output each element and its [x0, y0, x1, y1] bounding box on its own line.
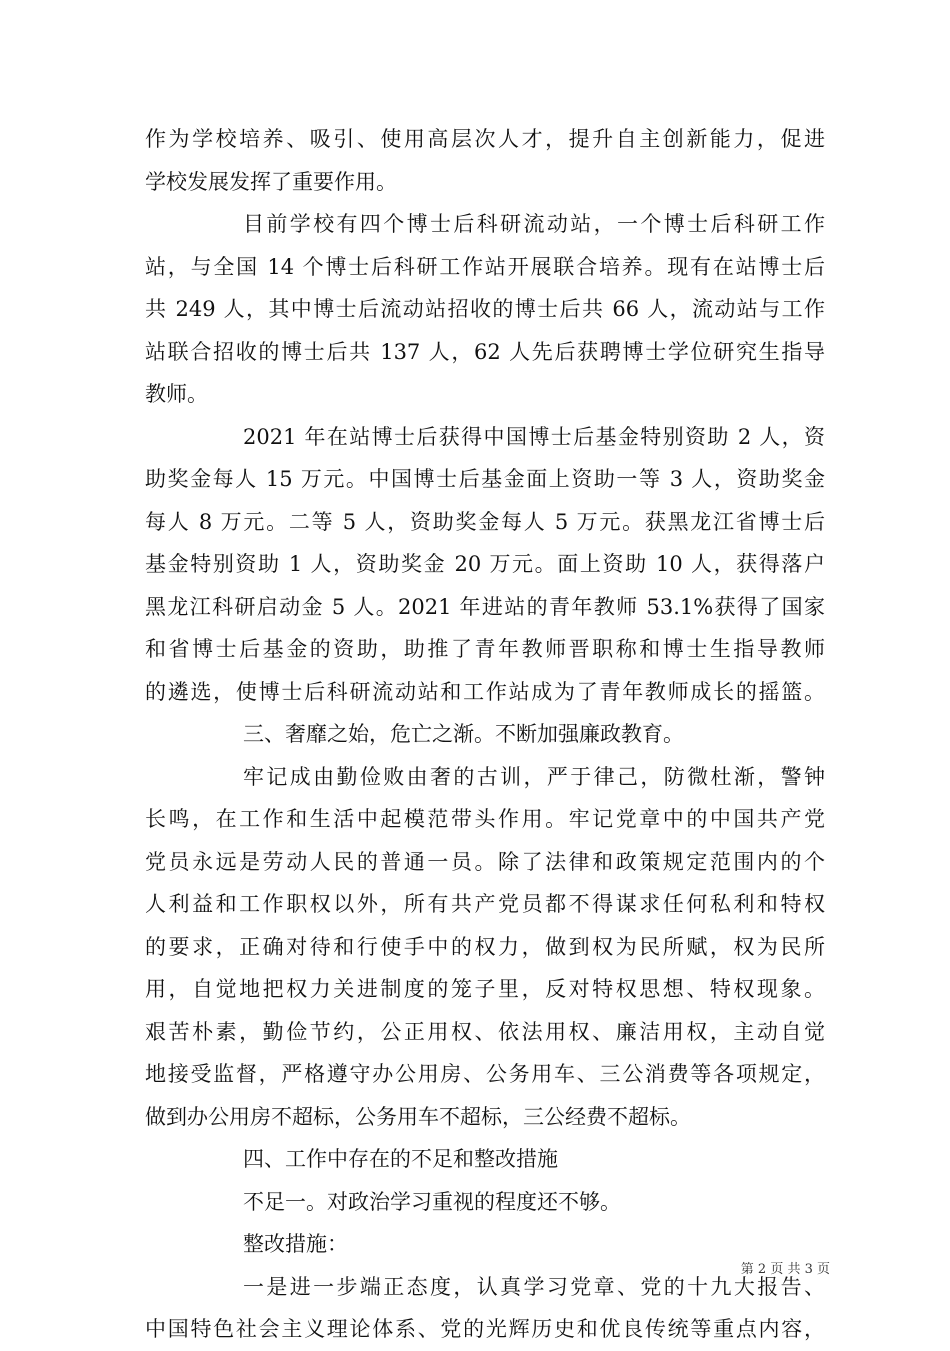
text-line: 用，自觉地把权力关进制度的笼子里，反对特权思想、特权现象。 — [145, 977, 825, 1001]
text-line: 的遴选，使博士后科研流动站和工作站成为了青年教师成长的摇篮。 — [145, 679, 825, 704]
text-line: 每人 8 万元。二等 5 人，资助奖金每人 5 万元。获黑龙江省博士后 — [145, 509, 825, 534]
text-line: 黑龙江科研启动金 5 人。2021 年进站的青年教师 53.1%获得了国家 — [145, 594, 825, 619]
text-line: 站联合招收的博士后共 137 人，62 人先后获聘博士学位研究生指导 — [145, 339, 825, 364]
text-line: 人利益和工作职权以外，所有共产党员都不得谋求任何私利和特权 — [145, 892, 825, 916]
text-line: 长鸣，在工作和生活中起模范带头作用。牢记党章中的中国共产党 — [145, 807, 825, 831]
text-line: 和省博士后基金的资助，助推了青年教师晋职称和博士生指导教师 — [145, 637, 825, 661]
text-line: 党员永远是劳动人民的普通一员。除了法律和政策规定范围内的个 — [145, 849, 825, 874]
text-line: 的要求，正确对待和行使手中的权力，做到权为民所赋，权为民所 — [145, 934, 825, 959]
text-line: 中国特色社会主义理论体系、党的光辉历史和优良传统等重点内容， — [145, 1317, 825, 1341]
body-text — [145, 118, 825, 1351]
text-line: 作为学校培养、吸引、使用高层次人才，提升自主创新能力，促进 — [145, 127, 825, 151]
text-line: 学校发展发挥了重要作用。 — [145, 169, 397, 194]
section-heading: 四、工作中存在的不足和整改措施 — [243, 1147, 558, 1171]
text-line: 地接受监督，严格遵守办公用房、公务用车、三公消费等各项规定， — [145, 1062, 825, 1086]
page-number-footer: 第 2 页 共 3 页 — [740, 1262, 830, 1277]
paragraph-start-line: 一是进一步端正态度，认真学习党章、党的十九大报告、 — [243, 1274, 825, 1299]
text-line: 艰苦朴素，勤俭节约，公正用权、依法用权、廉洁用权，主动自觉 — [145, 1019, 825, 1044]
paragraph-start-line: 2021 年在站博士后获得中国博士后基金特别资助 2 人，资 — [243, 424, 825, 449]
paragraph-start-line: 牢记成由勤俭败由奢的古训，严于律己，防微杜渐，警钟 — [243, 764, 825, 789]
section-heading: 三、奢靡之始，危亡之渐。不断加强廉政教育。 — [243, 722, 684, 746]
text-line: 共 249 人，其中博士后流动站招收的博士后共 66 人，流动站与工作 — [145, 297, 825, 321]
paragraph-start-line: 目前学校有四个博士后科研流动站，一个博士后科研工作 — [243, 212, 825, 236]
measures-label: 整改措施： — [243, 1232, 348, 1256]
text-line: 基金特别资助 1 人，资助奖金 20 万元。面上资助 10 人，获得落户 — [145, 552, 825, 576]
text-line: 教师。 — [145, 382, 208, 406]
shortcoming-line: 不足一。对政治学习重视的程度还不够。 — [243, 1189, 621, 1214]
text-line: 助奖金每人 15 万元。中国博士后基金面上资助一等 3 人，资助奖金 — [145, 467, 825, 491]
text-line: 做到办公用房不超标，公务用车不超标，三公经费不超标。 — [145, 1104, 691, 1129]
text-line: 站，与全国 14 个博士后科研工作站开展联合培养。现有在站博士后 — [145, 254, 825, 279]
